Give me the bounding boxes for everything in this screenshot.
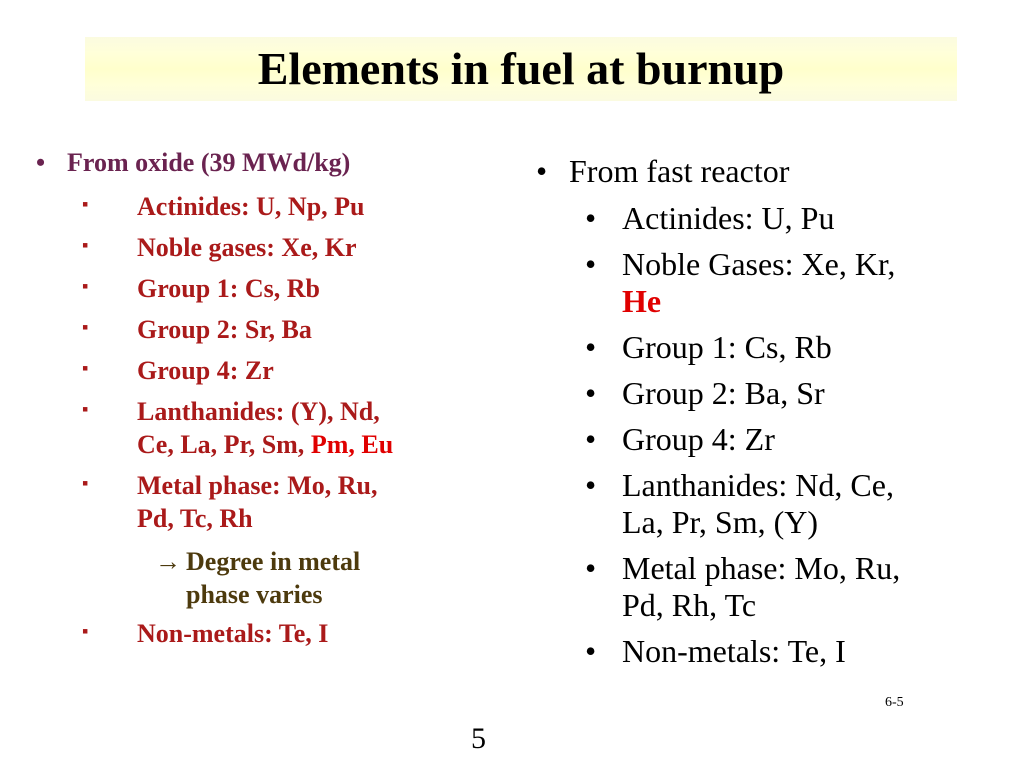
list-item-line: La, Pr, Sm, (Y) [622,504,819,540]
square-bullet-icon: ▪ [82,399,89,419]
slide-id: 6-5 [885,695,904,710]
square-bullet-icon: ▪ [82,276,89,296]
square-bullet-icon: ▪ [82,358,89,378]
list-item-line: Metal phase: Mo, Ru, [137,471,378,500]
list-item-line: Pd, Tc, Rh [137,504,253,533]
bullet-icon: • [585,246,597,282]
list-item-text: Group 1: Cs, Rb [137,274,321,303]
list-item-text: Group 4: Zr [622,421,775,457]
sub-item-line: Degree in metal [186,547,361,576]
list-item-text: Actinides: U, Pu [622,200,835,236]
list-item-text: Non-metals: Te, I [622,633,846,669]
bullet-icon: • [585,329,597,365]
right-heading-text: From fast reactor [569,153,790,189]
list-item-line: Lanthanides: Nd, Ce, [622,467,894,503]
sub-item-line: phase varies [186,580,323,609]
list-item-text: Group 2: Ba, Sr [622,375,825,411]
list-item-line: Metal phase: Mo, Ru, [622,550,901,586]
bullet-icon: • [585,550,597,586]
highlight-text: He [622,283,662,319]
bullet-icon: • [585,375,597,411]
bullet-icon: • [585,467,597,503]
list-item-line: Noble Gases: Xe, Kr, [622,246,896,282]
list-item-text: Actinides: U, Np, Pu [137,192,365,221]
list-item-text [137,395,393,461]
bullet-icon: • [585,633,597,669]
highlight-text: Pm, Eu [310,430,394,459]
list-item-line: Pd, Rh, Tc [622,587,757,623]
page-number: 5 [471,722,486,755]
left-heading-text: From oxide (39 MWd/kg) [67,148,351,177]
square-bullet-icon: ▪ [82,235,89,255]
sub-item-text [186,545,360,611]
square-bullet-icon: ▪ [82,473,89,493]
bullet-icon: • [536,153,548,189]
arrow-right-icon: → [155,547,181,576]
bullet-icon: • [585,200,597,236]
list-item-text [622,550,900,624]
square-bullet-icon: ▪ [82,317,89,337]
list-item-text: Noble gases: Xe, Kr [137,233,357,262]
list-item-text: Group 2: Sr, Ba [137,315,312,344]
bullet-icon: • [585,421,597,457]
square-bullet-icon: ▪ [82,194,89,214]
list-item-text: Non-metals: Te, I [137,619,329,648]
list-item-text [622,467,894,541]
list-item-line: Lanthanides: (Y), Nd, [137,397,380,426]
title-band [85,37,957,101]
list-item-text [622,246,895,320]
list-item-text: Group 4: Zr [137,356,274,385]
list-item-text: Group 1: Cs, Rb [622,329,832,365]
list-item-text [137,469,377,535]
bullet-icon: • [36,148,46,177]
square-bullet-icon: ▪ [82,621,89,641]
list-item-line: Ce, La, Pr, Sm, [137,430,311,459]
slide-title: Elements in fuel at burnup [257,43,785,94]
